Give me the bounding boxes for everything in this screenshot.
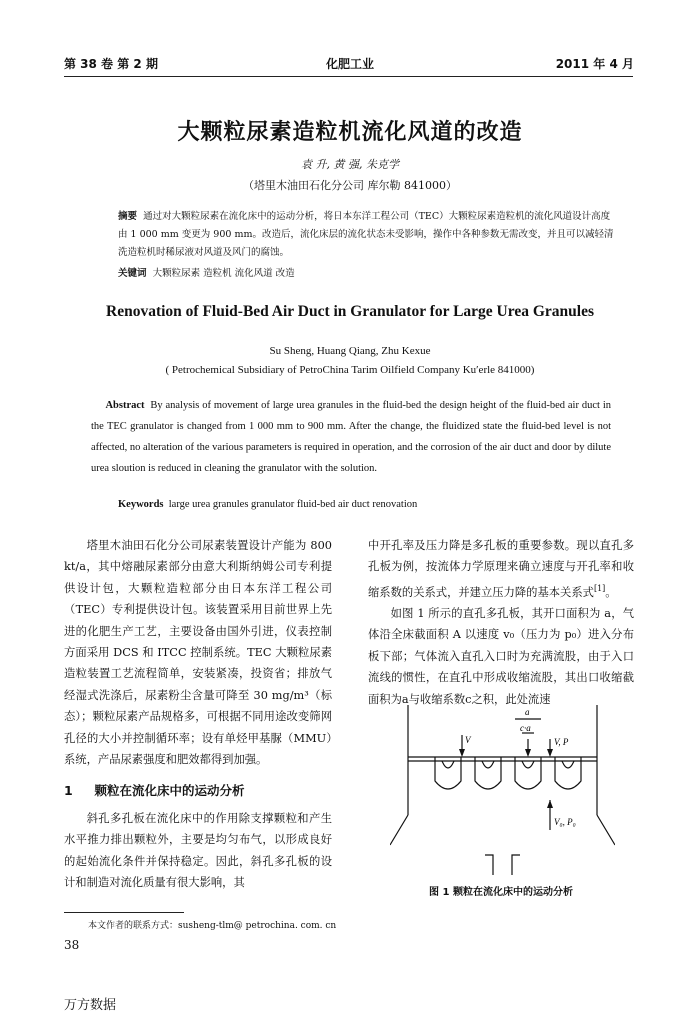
keywords-cn-label: 关键词 xyxy=(118,268,147,279)
left-column xyxy=(64,535,332,894)
abstract-cn-text: 通过对大颗粒尿素在流化床中的运动分析，将日本东洋工程公司（TEC）大颗粒尿素造粒机的流化风道设计高度由 1 000 mm 变更为 900 mm。改造后，流化床层的流化状态未受影响，操作中各种参数无需改变，并且可以减轻清洗造粒机时稀尿液对风道及风门的腐蚀。 xyxy=(118,211,614,258)
figure-inlet-right xyxy=(512,855,520,875)
figure-inlet-left xyxy=(485,855,493,875)
affiliation-cn: （塔里木油田石化分公司 库尔勒 841000） xyxy=(243,179,457,192)
figure-label-v0p0: V₀, P₀ xyxy=(554,817,576,827)
right-para-1: 中开孔率及压力降是多孔板的重要参数。现以直孔多孔板为例，按流体力学原理来确立速度与开孔率和收缩系数的关系式，并建立压力降的基本关系式 xyxy=(368,539,634,599)
left-para-2: 斜孔多孔板在流化床中的作用除支撑颗粒和产生水平推力排出颗粒外，主要是均匀布气，以形成良好的起始流化条件并保持稳定。因此，斜孔多孔板的设计和制造对流化质量有很大影响，其 xyxy=(64,811,332,890)
footnote-rule xyxy=(64,912,184,913)
section-title: 颗粒在流化床中的运动分析 xyxy=(94,783,245,799)
abstract-cn xyxy=(118,208,618,262)
left-para-1: 塔里木油田石化分公司尿素装置设计产能为 800 kt/a，其中熔融尿素部分由意大利斯纳姆公司专利提供设计包，大颗粒造粒部分由日本东洋工程公司（TEC）专利提供设计包。该装置采用目前世界上先进的化肥生产工艺，主要设备由国外引进，仪表控制方面采用 DCS 和 ITCC 控制系统。TEC 大颗粒尿素造粒装置工艺流程简单，安装紧凑，投资省；排放气经湿式洗涤后，尿素粉尘含量可降至 30 mg/m³（标态）；颗粒尿素产品规格多，可根据不同用途改变筛网孔径的大小并控制循环率；设有单烃甲基脲（MMU）系统，产品尿素强度和肥效都得到加强。 xyxy=(64,539,332,767)
citation-ref: [1] xyxy=(593,583,606,593)
keywords-en xyxy=(118,499,417,510)
title-en: Renovation of Fluid-Bed Air Duct in Granulator for Large Urea Granules xyxy=(106,303,594,320)
figure-orifices xyxy=(435,757,581,789)
authors-cn: 袁 升, 黄 强, 朱克学 xyxy=(301,158,399,171)
title-cn: 大颗粒尿素造粒机流化风道的改造 xyxy=(177,120,523,145)
figure-label-ca: c·a xyxy=(520,723,531,733)
abstract-en-label: Abstract xyxy=(105,400,145,411)
header-rule xyxy=(64,76,633,77)
page-number: 38 xyxy=(64,938,80,952)
figure-left-taper xyxy=(390,815,408,845)
figure-caption: 图 1 颗粒在流化床中的运动分析 xyxy=(429,887,573,898)
right-column xyxy=(368,535,634,710)
affiliation-en: ( Petrochemical Subsidiary of PetroChina Tarim Oilfield Company Ku′erle 841000) xyxy=(165,364,535,376)
figure-label-v: V xyxy=(465,735,471,745)
keywords-cn xyxy=(118,265,618,283)
header-date: 2011 年 4 月 xyxy=(555,57,634,71)
keywords-cn-text: 大颗粒尿素 造粒机 流化风道 改造 xyxy=(152,268,295,279)
authors-en: Su Sheng, Huang Qiang, Zhu Kexue xyxy=(269,345,431,357)
abstract-cn-label: 摘要 xyxy=(118,211,138,222)
figure-label-a: a xyxy=(525,707,530,717)
right-para-1-end: 。 xyxy=(605,585,617,599)
abstract-en-text: By analysis of movement of large urea granules in the fluid-bed the design height of the fluid-bed air duct in the TEC granulator is changed from 1 000 mm to 900 mm. After the change, the fluidized state the fluid-bed level is not affected, no alteration of the various parameters is required in operation, and the corrosion of the air duct and door by dilute urea sloution is reduced in cleaning the granulator with the solution. xyxy=(91,400,612,474)
figure-1-diagram xyxy=(390,705,615,875)
footnote: 本文作者的联系方式：susheng-tlm@ petrochina. com. cn xyxy=(88,921,337,931)
section-number: 1 xyxy=(64,783,73,799)
header-volume: 第 38 卷 第 2 期 xyxy=(64,57,158,71)
abstract-en xyxy=(91,395,611,479)
right-para-2: 如图 1 所示的直孔多孔板，其开口面积为 a，气体沿全床截面积 A 以速度 v₀（压力为 p₀）进入分布板下部；气体流入直孔入口时为充满流股，由于入口流线的惯性，在直孔中形成收缩流股，其出口收缩截面积为a与收缩系数c之积，此处流速 xyxy=(368,606,634,706)
keywords-en-label: Keywords xyxy=(118,499,164,510)
figure-flow-arrows xyxy=(462,735,550,830)
figure-label-vp: V, P xyxy=(554,737,569,747)
keywords-en-text: large urea granules granulator fluid-bed air duct renovation xyxy=(168,499,418,510)
section-heading xyxy=(64,780,332,801)
figure-right-taper xyxy=(597,815,615,845)
watermark: 万方数据 xyxy=(64,998,117,1013)
header-journal: 化肥工业 xyxy=(325,57,374,71)
